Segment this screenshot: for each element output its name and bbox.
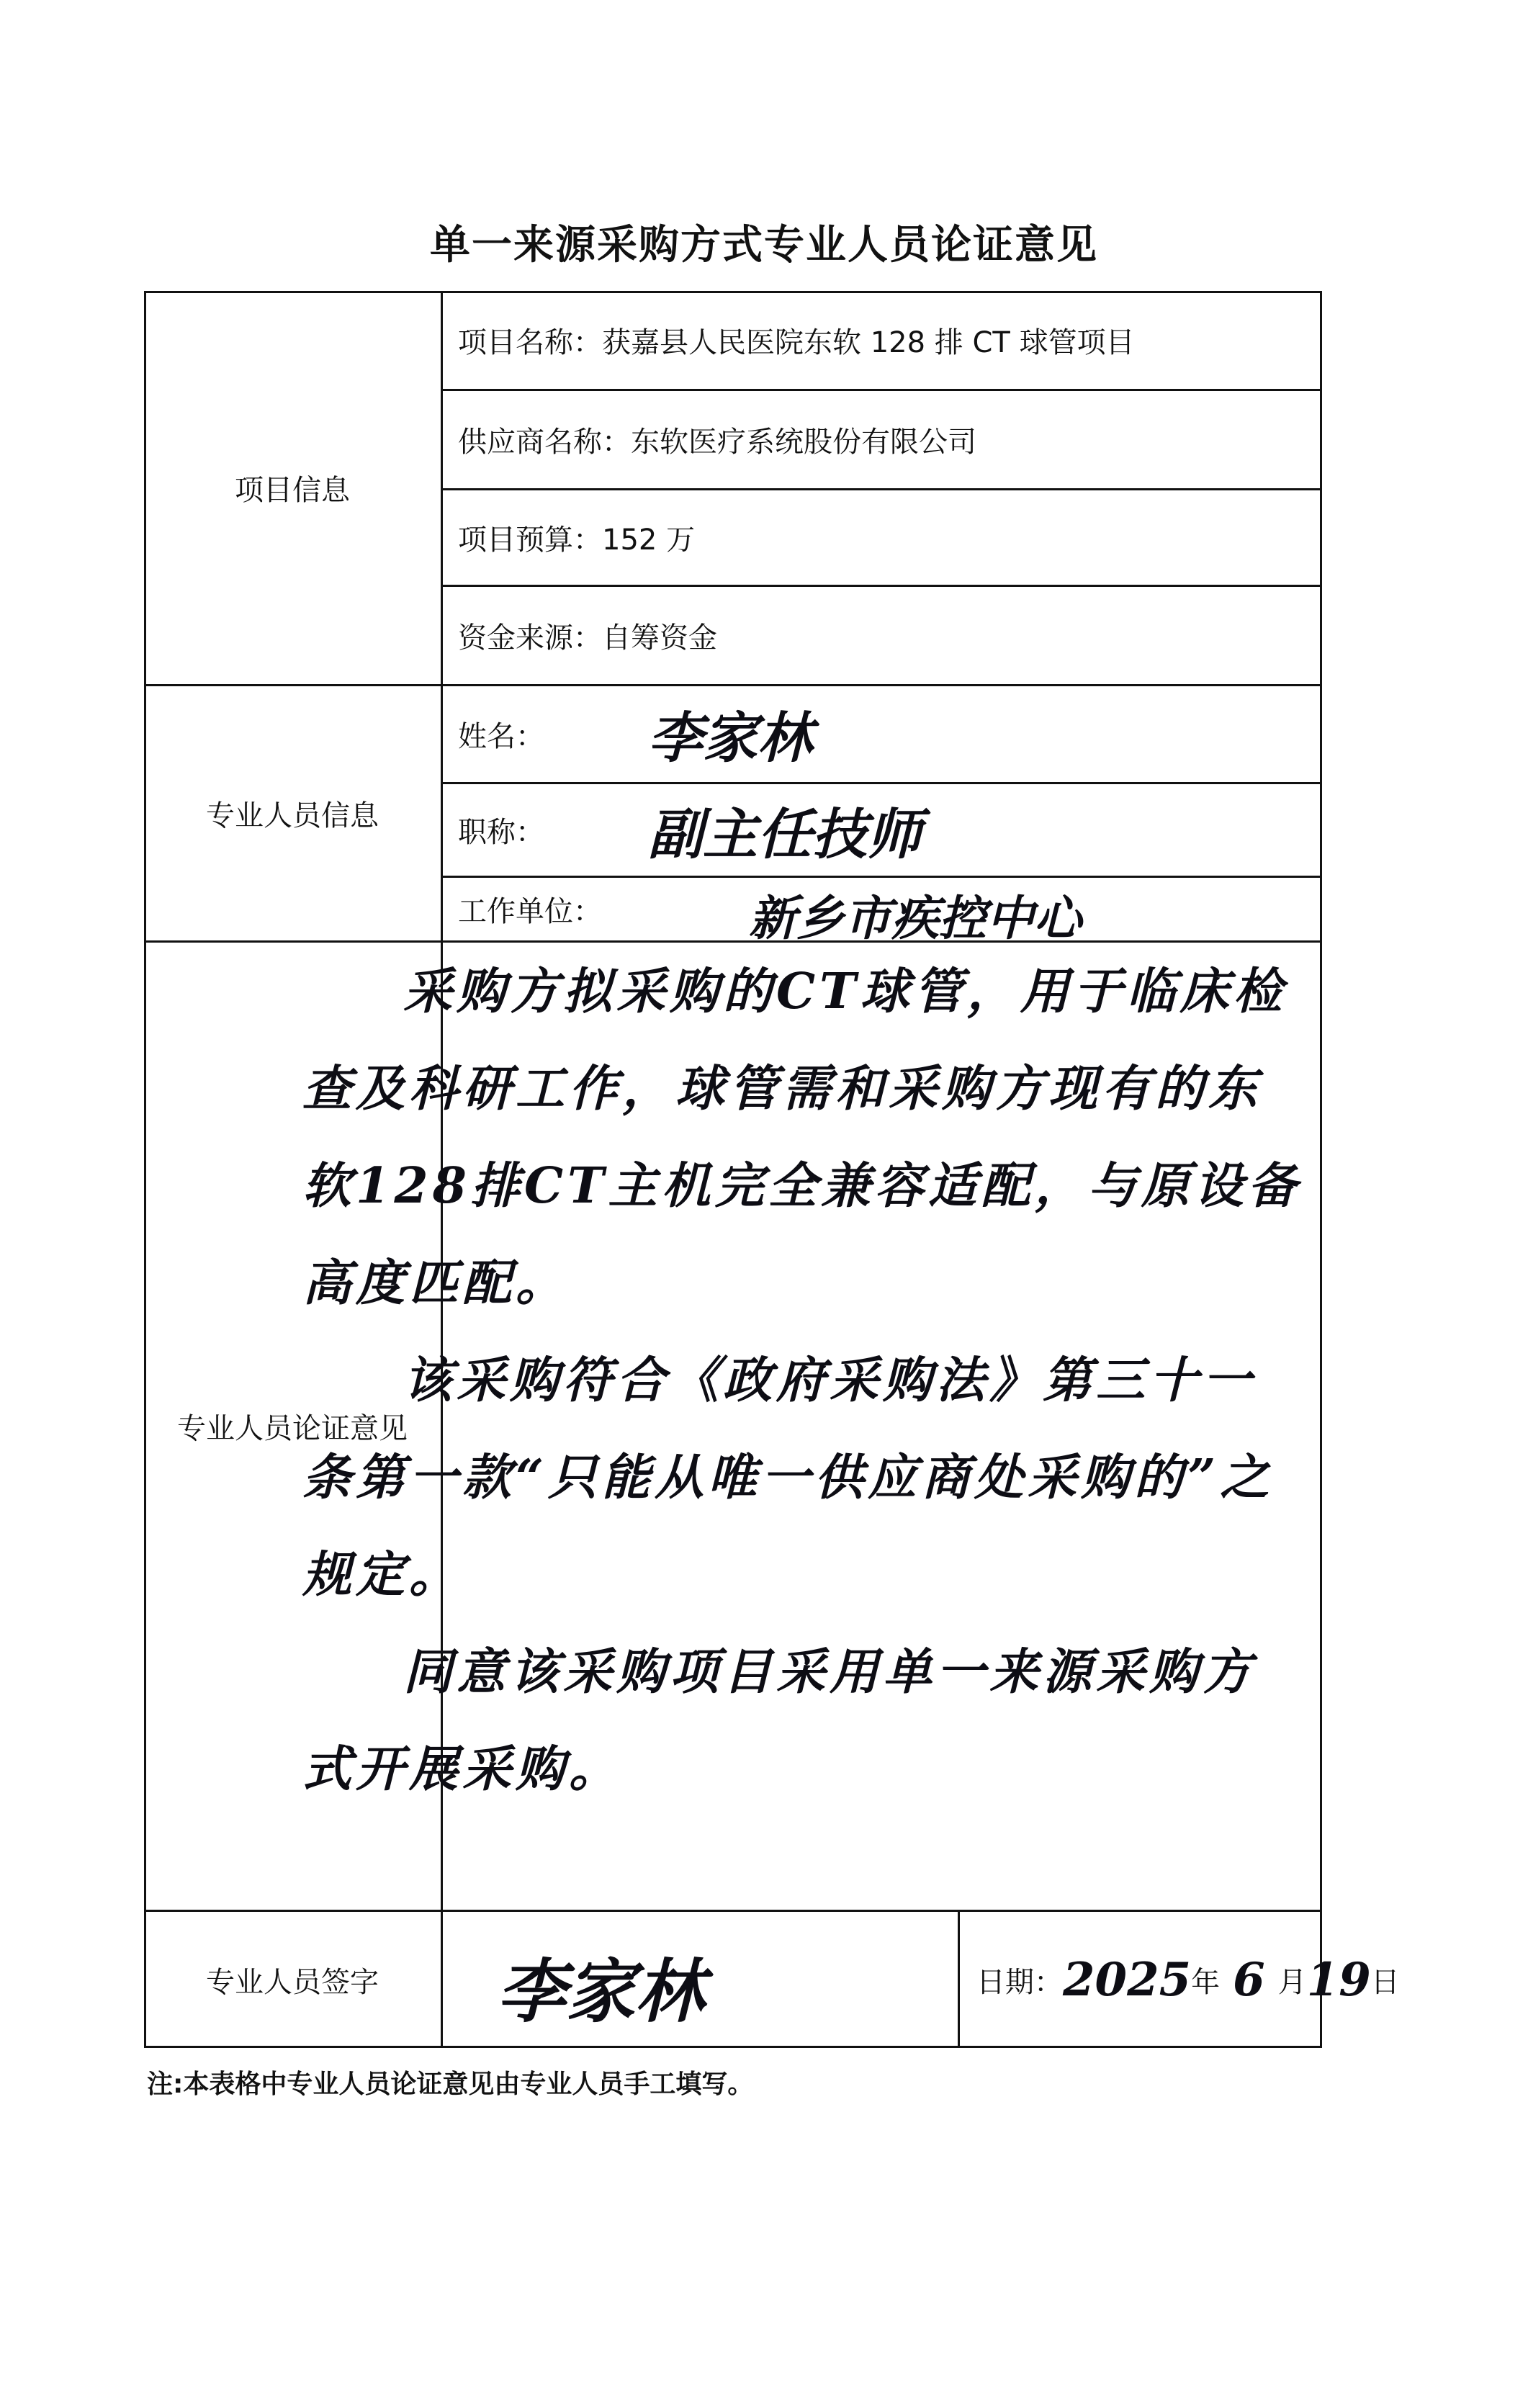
- supplier-label: 供应商名称：: [458, 426, 631, 459]
- supplier-row: [458, 391, 976, 488]
- fund-source-label: 资金来源：: [458, 621, 602, 655]
- opinion-paragraph: 采购方拟采购的CT球管，用于临床检查及科研工作，球管需和采购方现有的东软128排CT主机完全兼容适配，与原设备高度匹配。: [302, 963, 1301, 1312]
- date-day: 19: [1306, 1953, 1371, 2007]
- date-day-unit: 日: [1370, 1966, 1400, 1999]
- budget-label: 项目预算：: [458, 524, 602, 557]
- expert-name-label: 姓名：: [458, 720, 544, 753]
- fund-source-row: [458, 587, 717, 684]
- project-info-label: 项目信息: [235, 473, 350, 507]
- work-unit-row: [458, 878, 602, 940]
- fund-source-value: 自筹资金: [602, 621, 717, 655]
- opinion-paragraph: 该采购符合《政府采购法》第三十一条第一款“只能从唯一供应商处采购的”之规定。: [302, 1352, 1274, 1604]
- project-name-row: [458, 291, 1135, 389]
- opinion-paragraph: 同意该采购项目采用单一来源采购方式开展采购。: [302, 1643, 1257, 1798]
- expert-name-handwritten: 李家林: [648, 706, 812, 770]
- budget-value: 152 万: [602, 524, 696, 557]
- expert-name-row: [458, 686, 544, 782]
- expert-info-label: 专业人员信息: [206, 799, 379, 832]
- supplier-value: 东软医疗系统股份有限公司: [631, 426, 976, 459]
- work-unit-handwritten: 新乡市疾控中心: [749, 890, 1082, 946]
- project-name-label: 项目名称：: [458, 325, 602, 359]
- date-label: 日期：: [976, 1966, 1063, 1999]
- work-unit-label: 工作单位：: [458, 895, 602, 928]
- page-title: 单一来源采购方式专业人员论证意见: [430, 222, 1098, 269]
- footnote: 注:本表格中专业人员论证意见由专业人员手工填写。: [147, 2070, 754, 2099]
- date-month: 6: [1233, 1953, 1265, 2007]
- date-month-unit: 月: [1277, 1966, 1307, 1999]
- signature-handwritten: 李家林: [497, 1951, 704, 2032]
- expert-title-label: 职称：: [458, 816, 544, 849]
- budget-row: [458, 490, 695, 585]
- date-field: [976, 1912, 1400, 2048]
- column-divider: [958, 1910, 960, 2048]
- expert-title-row: [458, 784, 544, 876]
- project-name-value: 获嘉县人民医院东软 128 排 CT 球管项目: [602, 325, 1135, 359]
- date-year-unit: 年: [1191, 1966, 1221, 1999]
- opinion-label: 专业人员论证意见: [177, 1412, 408, 1445]
- date-year: 2025: [1063, 1953, 1192, 2007]
- expert-title-handwritten: 副主任技师: [648, 802, 922, 866]
- opinion-handwritten: [302, 943, 1303, 1818]
- signature-label: 专业人员签字: [206, 1966, 379, 1999]
- row-divider: [441, 782, 1322, 784]
